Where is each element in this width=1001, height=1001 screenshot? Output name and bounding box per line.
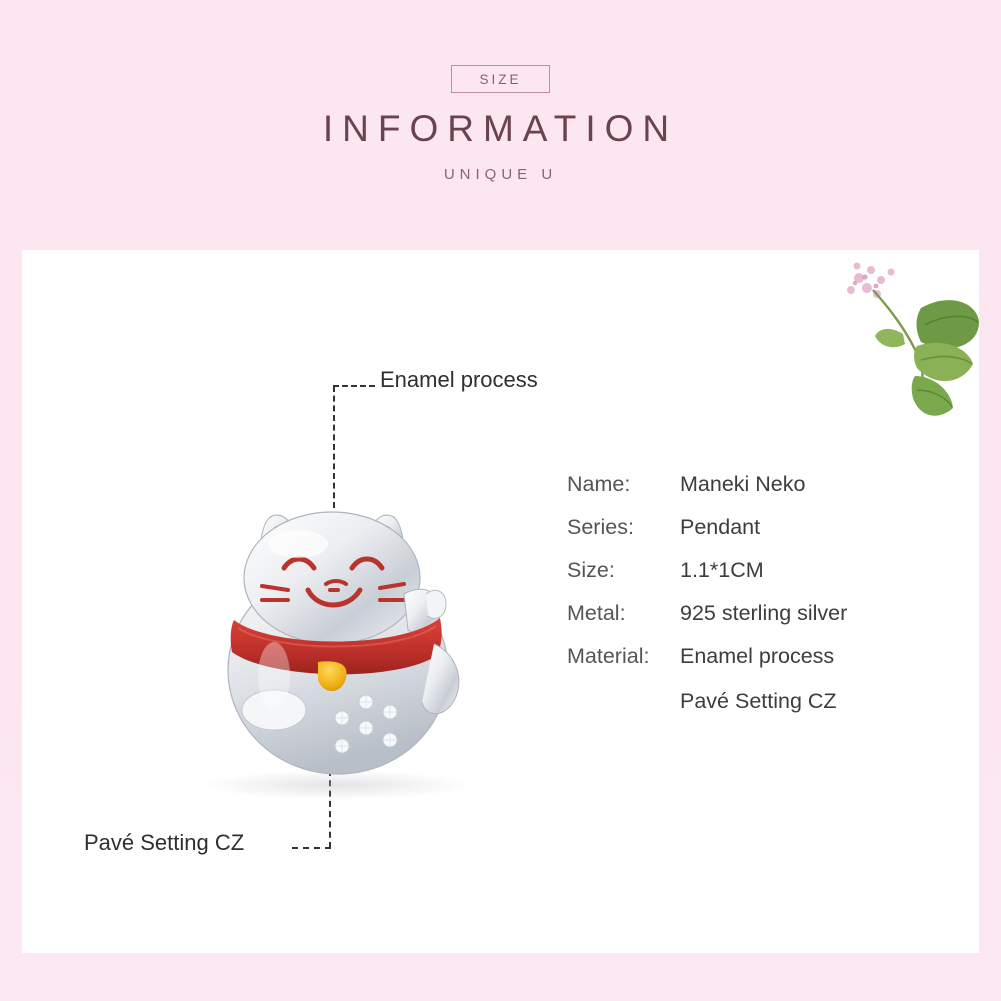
page-header (0, 0, 1001, 250)
size-tag (451, 65, 550, 93)
spec-label: Metal: (567, 601, 626, 625)
callout-bottom-leader-horizontal (292, 847, 331, 849)
callout-bottom-label: Pavé Setting CZ (84, 830, 245, 855)
maneki-neko-charm-icon (190, 498, 490, 798)
spec-value: 925 sterling silver (680, 601, 848, 625)
spec-value: Maneki Neko (680, 472, 806, 496)
callout-top-leader-vertical (333, 386, 335, 508)
spec-label: Material: (567, 644, 650, 668)
info-card (22, 250, 979, 953)
page-title: INFORMATION (322, 108, 679, 149)
leaf-sprig-icon (829, 250, 979, 425)
callout-top-label: Enamel process (380, 367, 538, 392)
spec-label: Series: (567, 515, 634, 539)
spec-label: Name: (567, 472, 631, 496)
spec-label: Size: (567, 558, 615, 582)
spec-row (567, 472, 967, 497)
spec-row (567, 515, 967, 540)
spec-row (567, 644, 967, 669)
spec-list (567, 472, 967, 714)
spec-value: 1.1*1CM (680, 558, 764, 582)
spec-extra-value: Pavé Setting CZ (680, 689, 837, 713)
page-subtitle: UNIQUE U (443, 166, 558, 183)
callout-top-leader-horizontal (333, 385, 375, 387)
size-tag-label: SIZE (479, 71, 522, 87)
spec-value: Enamel process (680, 644, 835, 668)
spec-value: Pendant (680, 515, 761, 539)
spec-row (567, 601, 967, 626)
spec-row (567, 558, 967, 583)
